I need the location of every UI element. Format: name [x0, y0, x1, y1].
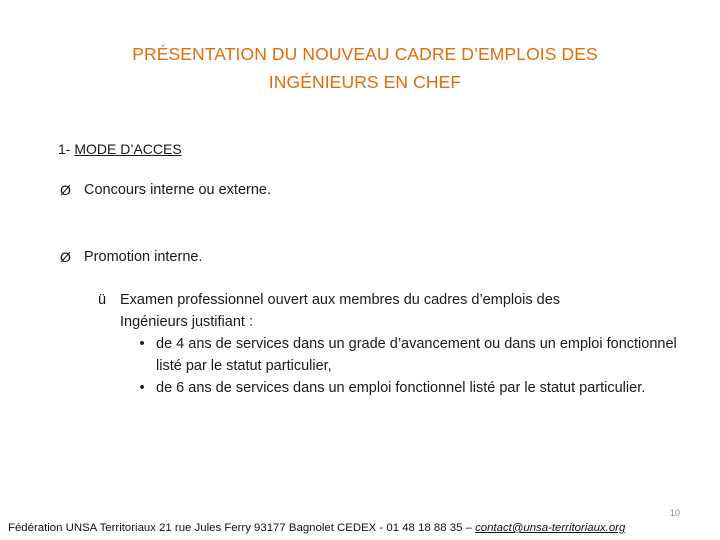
arrow-bullet-icon: Ø [60, 182, 71, 198]
bullet-dot-icon: • [139, 336, 145, 352]
criteria-text: de 6 ans de services dans un emploi fonctionnel listé par le statut particulier. [156, 380, 646, 396]
bullet-dot-icon: • [139, 380, 145, 396]
check-item-text-line2: Ingénieurs justifiant : [120, 314, 253, 330]
list-item [98, 333, 678, 377]
title-line-2: INGÉNIEURS EN CHEF [268, 72, 462, 92]
title-line-1: PRÉSENTATION DU NOUVEAU CADRE D’EMPLOIS DES [132, 44, 598, 64]
list-item-text: Concours interne ou externe. [84, 182, 271, 198]
section-number: 1- [58, 141, 75, 157]
footer [8, 521, 714, 535]
page-number: 10 [669, 508, 680, 518]
sub-list-block [98, 289, 678, 399]
section-title: MODE D’ACCES [74, 141, 182, 157]
check-item [98, 289, 678, 311]
check-item-text-line1: Examen professionnel ouvert aux membres du cadres d’emplois des [120, 292, 561, 308]
list-item-text: Promotion interne. [84, 249, 203, 265]
checkmark-icon: ü [98, 292, 107, 308]
list-item [98, 377, 678, 399]
footer-address: Fédération UNSA Territoriaux 21 rue Jules Ferry 93177 Bagnolet CEDEX - 01 48 18 88 35 – [8, 522, 476, 534]
criteria-text: de 4 ans de services dans un grade d’avancement ou dans un emploi fonctionnel listé par le statut particulier, [156, 336, 677, 374]
list-item-concours [60, 179, 271, 201]
arrow-bullet-icon: Ø [60, 249, 71, 265]
criteria-list [98, 333, 678, 399]
slide-title [60, 40, 670, 96]
footer-email-link[interactable]: contact@unsa-territoriaux.org [475, 522, 626, 534]
section-heading [58, 138, 182, 160]
list-item-promotion [60, 246, 202, 268]
